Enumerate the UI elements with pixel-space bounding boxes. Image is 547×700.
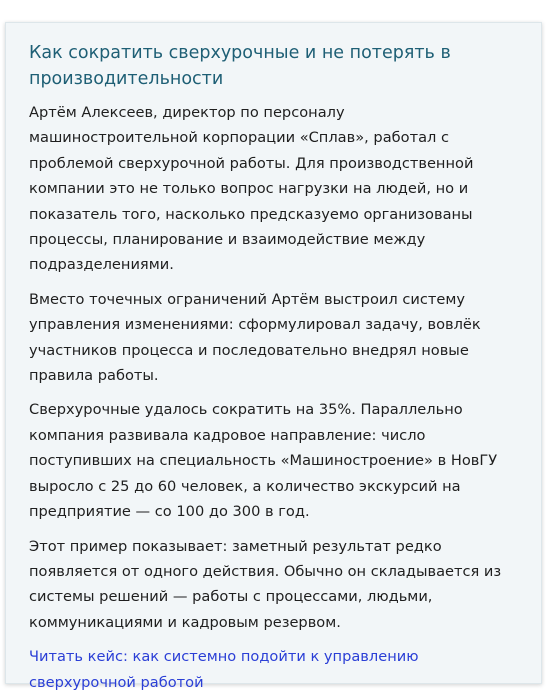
- article-card: [5, 22, 542, 691]
- read-case-link[interactable]: Читать кейс: как системно подойти к управлению сверхурочной работой: [29, 648, 419, 691]
- paragraph-conclusion: Этот пример показывает: заметный результат редко появляется от одного действия. Обычно он складывается из системы решений — работы с процессами, людьми, коммуникациями и кадровым резервом.: [29, 537, 502, 631]
- paragraph-approach: Вместо точечных ограничений Артём выстроил систему управления изменениями: сформулировал задачу, вовлёк участников процесса и последовательно внедрял новые правила работы.: [29, 290, 481, 385]
- paragraph-results: Сверхурочные удалось сократить на 35%. Параллельно компания развивала кадровое направление: число поступивших на специальность «Машиностроение» в НовГУ выросло с 25 до 60 человек, а количество экскурсий на предприятие — со 100 до 300 в год.: [29, 401, 498, 521]
- article-title: Как сократить сверхурочные и не потерять в производительности: [29, 43, 451, 89]
- link-container: [29, 644, 517, 695]
- paragraph-intro: Артём Алексеев, директор по персоналу машиностроительной корпорации «Сплав», работал с проблемой сверхурочной работы. Для производственной компании это не только вопрос нагрузки на людей, но и показатель того, насколько предсказуемо организованы процессы, планирование и взаимодействие между подразделениями.: [29, 104, 474, 274]
